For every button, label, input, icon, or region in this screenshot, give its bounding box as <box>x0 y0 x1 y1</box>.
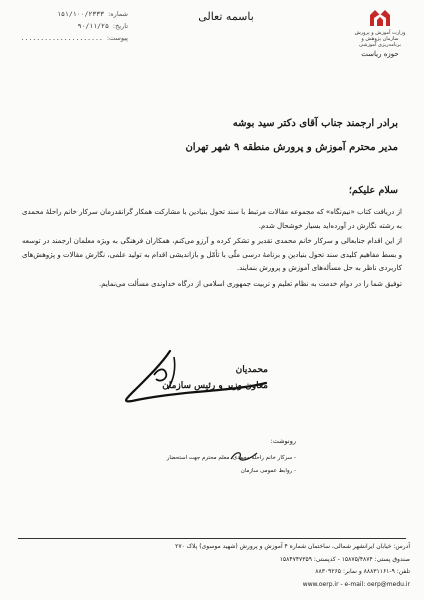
signer-name: محمدیان <box>235 365 268 375</box>
signer-title: معاون وزیر و رئیس سازمان <box>162 381 268 391</box>
cc-list <box>26 452 296 478</box>
cc-item-1: - سرکار خانم راحله محمدی، معلم محترم جهت استحضار <box>166 455 296 461</box>
date-value: ۹۰/۱۱/۲۵ <box>77 22 109 30</box>
dept-line-1: وزارت آموزش و پرورش <box>354 30 406 36</box>
cc-item-2: - روابط عمومی سازمان <box>240 468 296 474</box>
footer-phone: تلفن: ۹-۸۸۸۳۱۱۶۱ و نمابر: ۸۸۳۰۹۲۶۵ <box>315 568 410 575</box>
number-value: ۱۵۱/۱۰۰/۲۳۳۳ <box>57 10 105 18</box>
cc-title: رونوشت: <box>270 437 296 445</box>
letter-meta <box>8 8 128 44</box>
signer-block <box>138 362 268 394</box>
meta-date <box>8 20 128 32</box>
department-name: حوزه ریاست <box>361 50 399 58</box>
date-label: تاریخ: <box>112 22 128 30</box>
meta-attachment <box>8 32 128 44</box>
footer-address: آدرس: خیابان ایرانشهر شمالی، ساختمان شماره ۴ آموزش و پرورش (شهید موسوی) پلاک ۲۷۰ <box>175 543 410 550</box>
addressee-block <box>98 112 398 160</box>
body-paragraph-3: توفیق شما را در دوام خدمت به نظام تعلیم و تربیت جمهوری اسلامی از درگاه خداوندی مسألت می‌نمایم. <box>98 279 402 288</box>
footer-divider <box>18 538 406 539</box>
body-paragraph-2: از این اقدام جنابعالی و سرکار خانم محمدی تقدیر و تشکر کرده و آرزو می‌کنم، همکاران فرهنگی به ویژه معلمان ارجمند در توسعه و بسط مفاهیم کلیدی سند تحول بنیادین و برنامهٔ درسی ملّی با تأمّل و بازاندیشی اقدام به تولید علمی، نگارش مقالات و پژوهش‌های کاربردی ناظر به حل مسأله‌های آموزش و پرورش بنمایند. <box>22 237 402 272</box>
addressee-line-1: برادر ارجمند جناب آقای دکتر سید بوشه <box>232 118 398 129</box>
attachment-label: پیوست: <box>106 34 128 42</box>
bismillah-heading: باسمه تعالی <box>198 10 254 23</box>
letter-body <box>22 206 402 293</box>
emblem-icon <box>365 6 395 30</box>
number-label: شماره: <box>108 10 128 18</box>
footer-pobox: صندوق پستی: ۱۵۸۷۵/۴۸۷۴ - کدپستی: ۱۵۸۴۷۴۷۳۵۹ <box>279 555 410 563</box>
meta-number <box>8 8 128 20</box>
ministry-logo <box>350 6 410 58</box>
dept-line-2: سازمان پژوهش و برنامه‌ریزی آموزشی <box>359 36 401 48</box>
footer-web: www.oerp.ir - e-mail: oerp@medu.ir <box>302 580 410 588</box>
salutation: سلام علیکم؛ <box>348 185 398 196</box>
letter-footer <box>14 541 410 591</box>
attachment-value: ..................... <box>20 34 103 42</box>
body-paragraph-1: از دریافت کتاب «نیم‌نگاه» که مجموعه مقالات مرتبط با سند تحول بنیادین با مشارکت همکار گرانقدرمان سرکار خانم راحلهٔ محمدی به رشته نگارش در آورده‌اید بسیار خوشحال شدم. <box>22 208 402 230</box>
addressee-line-2: مدیر محترم آموزش و پرورش منطقه ۹ شهر تهران <box>185 142 398 153</box>
